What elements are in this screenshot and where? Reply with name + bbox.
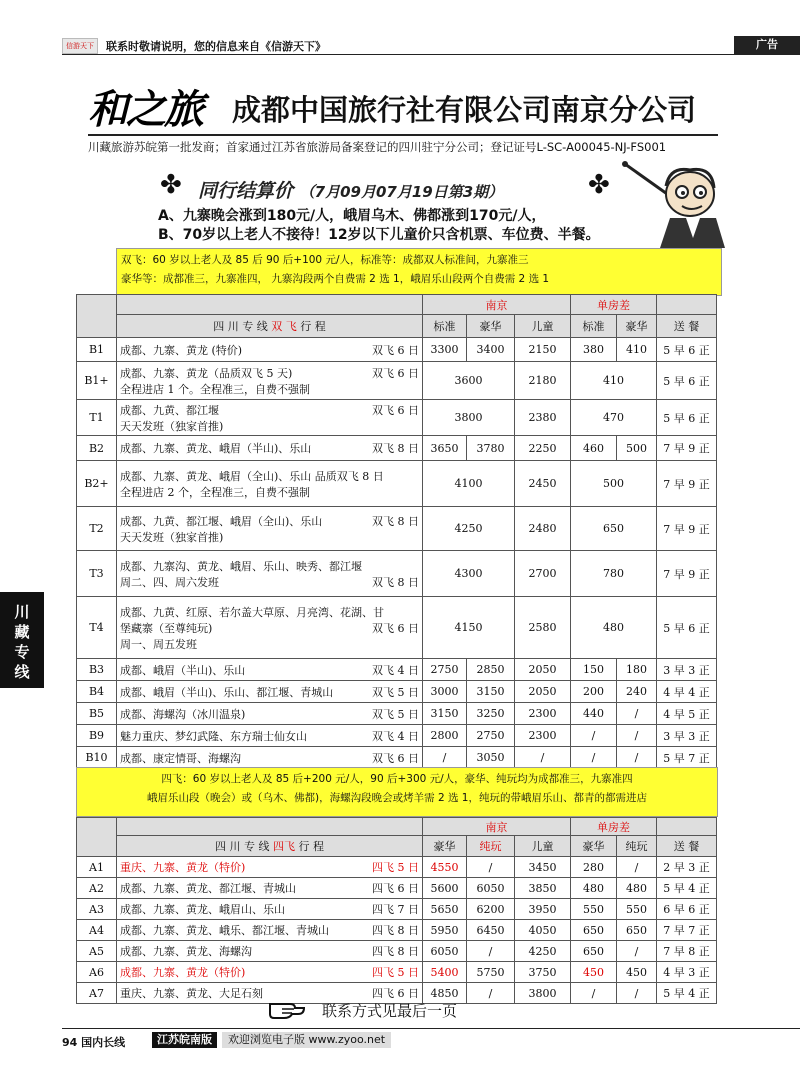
room-diff: 480 [571, 597, 657, 659]
double-flight-info [116, 248, 722, 296]
source-note: 联系时敬请说明，您的信息来自《信游天下》 [106, 40, 326, 53]
col-child: 儿童 [515, 315, 571, 338]
row-route: 成都、九黄、红原、若尔盖大草原、月亮湾、花湖、甘 堡藏寨（至尊纯玩) 双飞 6 日 周一、周五发班 [117, 597, 423, 659]
meal: 4 早 4 正 [657, 681, 717, 703]
room-lux: 550 [571, 899, 617, 920]
room-lux: / [571, 983, 617, 1004]
meal: 7 早 8 正 [657, 941, 717, 962]
row-route: 成都、康定情哥、海螺沟 双飞 6 日 [117, 747, 423, 769]
price: 4250 [423, 507, 515, 551]
price-lux: 2750 [467, 725, 515, 747]
table-row [77, 962, 717, 983]
price-lux: 5400 [423, 962, 467, 983]
price-std: 2800 [423, 725, 467, 747]
price-child: 2700 [515, 551, 571, 597]
meal: 5 早 6 正 [657, 362, 717, 400]
row-route: 成都、九寨、黄龙、峨眉（全山)、乐山 品质双飞 8 日 全程进店 2 个，全程准三，自费不强制 [117, 461, 423, 507]
price-std: 3300 [423, 338, 467, 362]
edition-badge: 江苏皖南版 [152, 1032, 217, 1048]
table-header-row [77, 818, 717, 836]
meal: 4 早 5 正 [657, 703, 717, 725]
price-child: 2580 [515, 597, 571, 659]
row-route: 成都、九寨、黄龙、海螺沟 四飞 8 日 [117, 941, 423, 962]
room-std: 460 [571, 436, 617, 461]
meal: 7 早 9 正 [657, 436, 717, 461]
table-row [77, 338, 717, 362]
room-pure: / [617, 857, 657, 878]
quad-flight-info [76, 767, 718, 817]
room-lux: / [617, 725, 657, 747]
price-child: 3800 [515, 983, 571, 1004]
price: 4100 [423, 461, 515, 507]
room-std: 200 [571, 681, 617, 703]
room-lux: / [617, 703, 657, 725]
double-flight-info-line1: 双飞：60 岁以上老人及 85 后 90 后+100 元/人，标准等：成都双人标准间，九寨准三 [121, 254, 529, 266]
room-pure: / [617, 941, 657, 962]
room-pure: / [617, 983, 657, 1004]
meal: 3 早 3 正 [657, 725, 717, 747]
club-icon: ✤ [588, 170, 610, 200]
settlement-note-b: B、70岁以上老人不接待！12岁以下儿童价只含机票、车位费、半餐。 [158, 227, 600, 243]
col-route-title: 四 川 专 线 双 飞 行 程 [117, 315, 423, 338]
room-std: / [571, 725, 617, 747]
meal: 5 早 6 正 [657, 597, 717, 659]
price-child: 3950 [515, 899, 571, 920]
meal: 7 早 9 正 [657, 551, 717, 597]
room-lux: / [617, 747, 657, 769]
top-bar [62, 36, 800, 54]
cartoon-presenter-icon [620, 158, 735, 250]
contact-note: 联系方式见最后一页 [322, 1002, 458, 1020]
table-row [77, 681, 717, 703]
settlement-title [198, 176, 503, 203]
brand-script-logo: 和之旅 [88, 86, 202, 133]
table-row [77, 857, 717, 878]
col-meal: 送 餐 [657, 315, 717, 338]
room-lux: 500 [617, 436, 657, 461]
side-tab-char: 专 [14, 643, 30, 661]
row-route: 成都、九寨、黄龙、峨眉山、乐山 四飞 7 日 [117, 899, 423, 920]
price: 3600 [423, 362, 515, 400]
price-child: 2450 [515, 461, 571, 507]
room-lux: 450 [571, 962, 617, 983]
table-row [77, 878, 717, 899]
club-icon: ✤ [160, 170, 182, 200]
meal: 5 早 6 正 [657, 400, 717, 436]
table-row [77, 941, 717, 962]
price-child: 4050 [515, 920, 571, 941]
price-child: 2050 [515, 659, 571, 681]
row-route: 成都、九寨、黄龙（特价) 四飞 5 日 [117, 962, 423, 983]
price-pure: / [467, 983, 515, 1004]
quad-flight-table [76, 817, 717, 1004]
row-code: A1 [77, 857, 117, 878]
table-row [77, 920, 717, 941]
table-header-row [77, 836, 717, 857]
row-code: A3 [77, 899, 117, 920]
price-lux: 3250 [467, 703, 515, 725]
room-lux: 410 [617, 338, 657, 362]
room-diff: 780 [571, 551, 657, 597]
side-tab-char: 川 [14, 603, 30, 621]
table-row [77, 551, 717, 597]
row-code: A4 [77, 920, 117, 941]
table-row [77, 461, 717, 507]
settlement-date: （7月09月07月19日第3期） [299, 183, 504, 201]
brand-logo: 信游天下 [62, 38, 98, 54]
price-std: 3000 [423, 681, 467, 703]
room-lux: 280 [571, 857, 617, 878]
price-child: 2050 [515, 681, 571, 703]
price-pure: 6050 [467, 878, 515, 899]
price-child: 2300 [515, 725, 571, 747]
room-std: 440 [571, 703, 617, 725]
footer-rule [62, 1028, 800, 1029]
price-child: 3450 [515, 857, 571, 878]
price-lux: 3780 [467, 436, 515, 461]
website-link[interactable]: 欢迎浏览电子版 www.zyoo.net [222, 1032, 391, 1048]
row-route: 重庆、九寨、黄龙（特价) 四飞 5 日 [117, 857, 423, 878]
quad-flight-info-line2: 峨眉乐山段（晚会）或（乌木、佛都)，海螺沟段晚会或烤羊需 2 选 1，纯玩的带峨眉乐山、都青的都需进店 [147, 792, 647, 804]
col-lux: 豪华 [423, 836, 467, 857]
table-row [77, 725, 717, 747]
row-code: T3 [77, 551, 117, 597]
meal: 7 早 9 正 [657, 461, 717, 507]
col-room-lux: 豪华 [571, 836, 617, 857]
room-pure: 550 [617, 899, 657, 920]
price-pure: / [467, 857, 515, 878]
price-lux: 4850 [423, 983, 467, 1004]
room-pure: 650 [617, 920, 657, 941]
row-code: B5 [77, 703, 117, 725]
table-row [77, 747, 717, 769]
table-header-row [77, 295, 717, 315]
price-pure: 6450 [467, 920, 515, 941]
room-pure: 480 [617, 878, 657, 899]
row-code: B2+ [77, 461, 117, 507]
room-lux: 240 [617, 681, 657, 703]
top-rule [62, 54, 800, 55]
side-tab-char: 藏 [14, 623, 30, 641]
row-route: 成都、九黄、都江堰、峨眉（全山)、乐山 双飞 8 日 天天发班（独家首推) [117, 507, 423, 551]
price-lux: 5950 [423, 920, 467, 941]
price-lux: 3050 [467, 747, 515, 769]
col-meal: 送 餐 [657, 836, 717, 857]
col-pure: 纯玩 [467, 836, 515, 857]
quad-flight-info-line1: 四飞：60 岁以上老人及 85 后+200 元/人，90 后+300 元/人，豪华、纯玩均为成都准三，九寨准四 [161, 773, 633, 785]
table-row [77, 362, 717, 400]
page-number: 94 国内长线 [62, 1036, 126, 1049]
meal: 4 早 3 正 [657, 962, 717, 983]
row-route: 重庆、九寨、黄龙、大足石刻 四飞 6 日 [117, 983, 423, 1004]
table-row [77, 597, 717, 659]
room-diff: 470 [571, 400, 657, 436]
table-row [77, 659, 717, 681]
table-row [77, 436, 717, 461]
meal: 3 早 3 正 [657, 659, 717, 681]
col-room-lux: 豪华 [617, 315, 657, 338]
price-child: 2300 [515, 703, 571, 725]
row-code: B2 [77, 436, 117, 461]
price-child: 2250 [515, 436, 571, 461]
row-code: B1 [77, 338, 117, 362]
row-code: B4 [77, 681, 117, 703]
price-lux: 3150 [467, 681, 515, 703]
double-flight-table [76, 294, 717, 769]
room-diff: 650 [571, 507, 657, 551]
room-diff: 500 [571, 461, 657, 507]
room-std: 380 [571, 338, 617, 362]
row-route: 成都、九寨、黄龙、峨眉（半山)、乐山 双飞 8 日 [117, 436, 423, 461]
col-room-pure: 纯玩 [617, 836, 657, 857]
meal: 5 早 6 正 [657, 338, 717, 362]
meal: 5 早 7 正 [657, 747, 717, 769]
row-route: 成都、峨眉（半山)、乐山 双飞 4 日 [117, 659, 423, 681]
price-lux: 5650 [423, 899, 467, 920]
col-std: 标准 [423, 315, 467, 338]
col-nanjing: 南京 [423, 295, 571, 315]
row-route: 魅力重庆、梦幻武隆、东方瑞士仙女山 双飞 4 日 [117, 725, 423, 747]
room-diff: 410 [571, 362, 657, 400]
price-pure: 6200 [467, 899, 515, 920]
price-child: 2380 [515, 400, 571, 436]
row-code: T1 [77, 400, 117, 436]
row-route: 成都、九寨、黄龙 (特价) 双飞 6 日 [117, 338, 423, 362]
meal: 7 早 9 正 [657, 507, 717, 551]
room-lux: 650 [571, 920, 617, 941]
table-row [77, 507, 717, 551]
row-route: 成都、九寨、黄龙、峨乐、都江堰、青城山 四飞 8 日 [117, 920, 423, 941]
room-pure: 450 [617, 962, 657, 983]
col-nanjing: 南京 [423, 818, 571, 836]
price-pure: / [467, 941, 515, 962]
row-route: 成都、海螺沟（冰川温泉) 双飞 5 日 [117, 703, 423, 725]
table-header-row [77, 315, 717, 338]
company-subtitle: 川藏旅游苏皖第一批发商；首家通过江苏省旅游局备案登记的四川驻宁分公司；登记证号L-SC-A00045-NJ-FS001 [88, 140, 667, 154]
header-rule [88, 134, 718, 136]
price: 3800 [423, 400, 515, 436]
row-code: A2 [77, 878, 117, 899]
side-tab [0, 592, 44, 688]
price-child: 2150 [515, 338, 571, 362]
price: 4300 [423, 551, 515, 597]
col-room-diff: 单房差 [571, 818, 657, 836]
row-code: B9 [77, 725, 117, 747]
side-tab-char: 线 [14, 663, 30, 681]
settlement-note-a: A、九寨晚会涨到180元/人，峨眉乌木、佛都涨到170元/人， [158, 208, 546, 224]
price-std: 3650 [423, 436, 467, 461]
row-code: A7 [77, 983, 117, 1004]
room-lux: 480 [571, 878, 617, 899]
meal: 7 早 7 正 [657, 920, 717, 941]
meal: 6 早 6 正 [657, 899, 717, 920]
row-code: B1+ [77, 362, 117, 400]
company-name: 成都中国旅行社有限公司南京分公司 [232, 93, 697, 127]
row-route: 成都、九寨沟、黄龙、峨眉、乐山、映秀、都江堰 周二、四、周六发班 双飞 8 日 [117, 551, 423, 597]
row-code: A5 [77, 941, 117, 962]
room-lux: 180 [617, 659, 657, 681]
meal: 5 早 4 正 [657, 983, 717, 1004]
row-code: B3 [77, 659, 117, 681]
meal: 5 早 4 正 [657, 878, 717, 899]
double-flight-info-line2: 豪华等：成都准三，九寨准四， 九寨沟段两个自费需 2 选 1，峨眉乐山段两个自费需 2 选 1 [121, 273, 550, 285]
price-std: 2750 [423, 659, 467, 681]
settlement-title-text: 同行结算价 [198, 180, 294, 202]
col-lux: 豪华 [467, 315, 515, 338]
row-code: T2 [77, 507, 117, 551]
col-route-title: 四 川 专 线 四飞 行 程 [117, 836, 423, 857]
price: 4150 [423, 597, 515, 659]
ad-label: 广告 [734, 36, 800, 54]
price-lux: 3400 [467, 338, 515, 362]
col-room-diff: 单房差 [571, 295, 657, 315]
price-child: 3750 [515, 962, 571, 983]
price-lux: 6050 [423, 941, 467, 962]
table-row [77, 703, 717, 725]
table-row [77, 899, 717, 920]
row-route: 成都、九寨、黄龙、都江堰、青城山 四飞 6 日 [117, 878, 423, 899]
room-std: / [571, 747, 617, 769]
row-route: 成都、九黄、都江堰 双飞 6 日 天天发班（独家首推) [117, 400, 423, 436]
price-std: 3150 [423, 703, 467, 725]
price-lux: 4550 [423, 857, 467, 878]
price-child: 3850 [515, 878, 571, 899]
price-lux: 2850 [467, 659, 515, 681]
price-child: 2180 [515, 362, 571, 400]
row-code: T4 [77, 597, 117, 659]
price-child: 2480 [515, 507, 571, 551]
pointing-hand-icon [268, 998, 306, 1020]
table-row [77, 400, 717, 436]
row-route: 成都、九寨、黄龙（品质双飞 5 天) 双飞 6 日 全程进店 1 个。全程准三，自费不强制 [117, 362, 423, 400]
price-pure: 5750 [467, 962, 515, 983]
price-lux: 5600 [423, 878, 467, 899]
row-route: 成都、峨眉（半山)、乐山、都江堰、青城山 双飞 5 日 [117, 681, 423, 703]
row-code: A6 [77, 962, 117, 983]
col-child: 儿童 [515, 836, 571, 857]
row-code: B10 [77, 747, 117, 769]
meal: 2 早 3 正 [657, 857, 717, 878]
price-std: / [423, 747, 467, 769]
col-room-std: 标准 [571, 315, 617, 338]
price-child: / [515, 747, 571, 769]
room-lux: 650 [571, 941, 617, 962]
room-std: 150 [571, 659, 617, 681]
price-child: 4250 [515, 941, 571, 962]
